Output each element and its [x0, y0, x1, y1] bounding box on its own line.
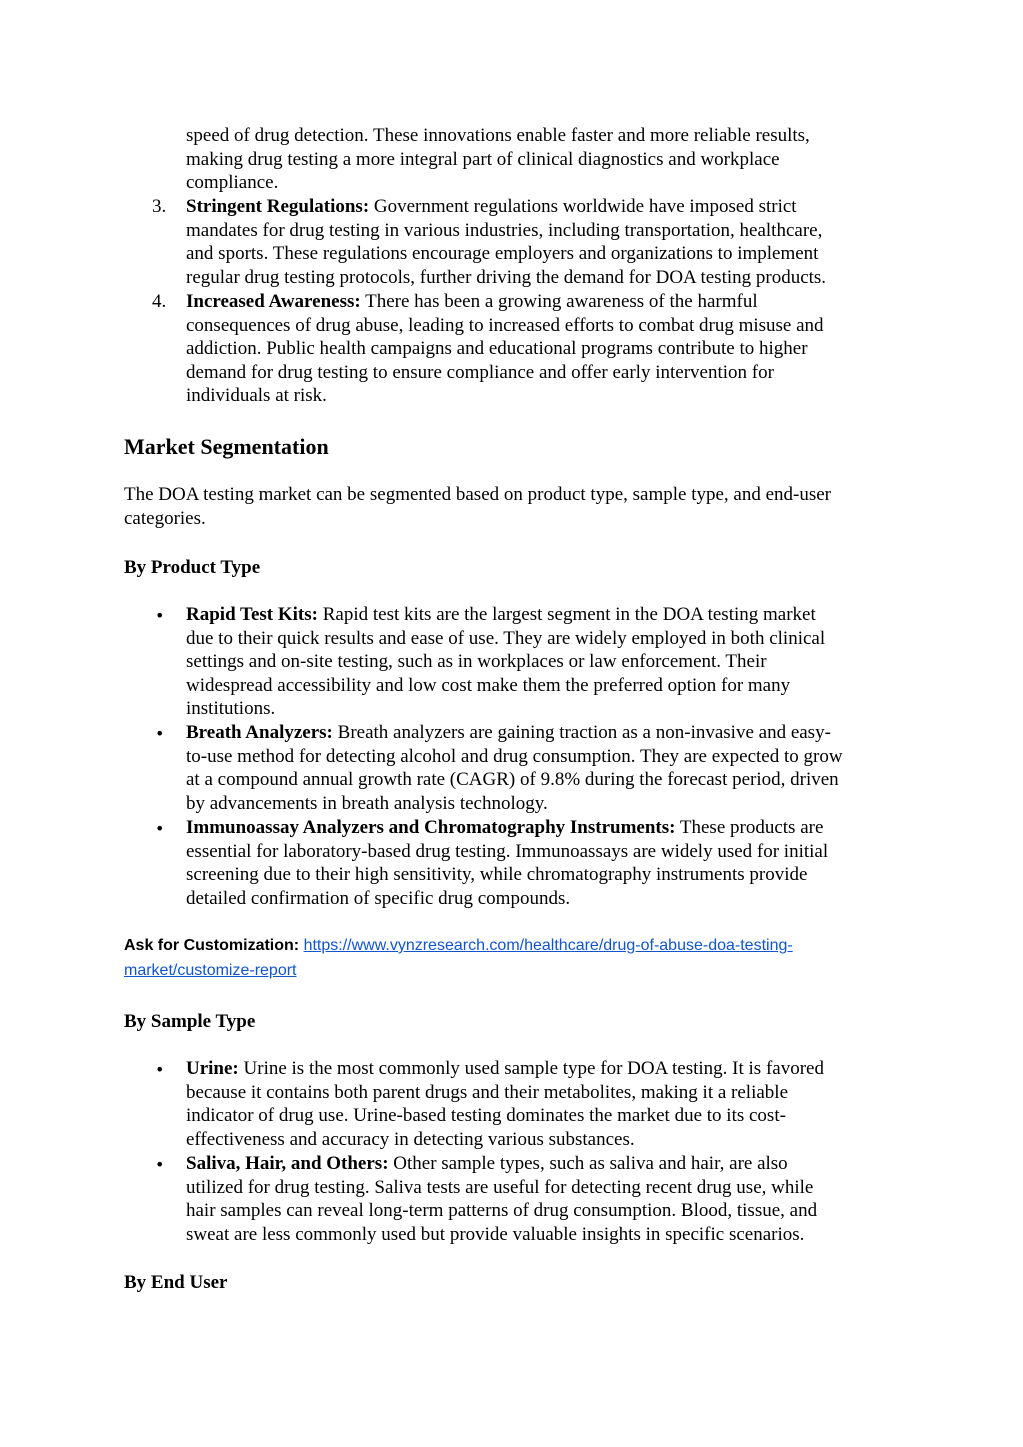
text-line: at a compound annual growth rate (CAGR) of 9.8% during the forecast period, driven [186, 769, 839, 791]
text-line: individuals at risk. [186, 385, 327, 407]
customization-line [124, 933, 904, 983]
text-line: to-use method for detecting alcohol and drug consumption. They are expected to grow [186, 745, 843, 767]
text-line: making drug testing a more integral part of clinical diagnostics and workplace [186, 148, 780, 170]
text-line: The DOA testing market can be segmented based on product type, sample type, and end-user [124, 484, 832, 505]
text-line: because it contains both parent drugs and their metabolites, making it a reliable [186, 1081, 789, 1103]
list-item-stringent-regulations [186, 195, 904, 289]
heading: By Sample Type [124, 1011, 256, 1032]
list-item-immunoassay-analyzers [186, 816, 904, 910]
subheading-product-type [124, 556, 904, 579]
item-text: These products are [675, 817, 824, 838]
list-number: 3. [152, 196, 167, 217]
text-line: compliance. [186, 172, 279, 194]
customization-link[interactable]: https://www.vynzresearch.com/healthcare/drug-of-abuse-doa-testing- [303, 937, 793, 954]
subheading-sample-type [124, 1010, 904, 1033]
text-line: regular drug testing protocols, further driving the demand for DOA testing products. [186, 266, 827, 288]
bullet-icon: • [155, 606, 165, 625]
item-title: Rapid Test Kits: [186, 604, 318, 625]
text-line: addiction. Public health campaigns and educational programs contribute to higher [186, 338, 808, 360]
text-line: effectiveness and accuracy in detecting various substances. [186, 1128, 635, 1150]
text-line: hair samples can reveal long-term patterns of drug consumption. Blood, tissue, and [186, 1200, 818, 1222]
text-line: consequences of drug abuse, leading to increased efforts to combat drug misuse and [186, 314, 824, 336]
list-item-breath-analyzers [186, 721, 904, 815]
text-line: mandates for drug testing in various industries, including transportation, healthcare, [186, 219, 823, 241]
text-line: by advancements in breath analysis technology. [186, 792, 548, 814]
heading: Market Segmentation [124, 434, 329, 459]
bullet-icon: • [155, 724, 165, 743]
customization-link-continued[interactable]: market/customize-report [124, 962, 297, 979]
text-line: institutions. [186, 698, 276, 720]
bullet-icon: • [155, 1060, 165, 1079]
list-number: 4. [152, 291, 167, 312]
item-text: Other sample types, such as saliva and hair, are also [388, 1153, 788, 1174]
text-line: categories. [124, 507, 206, 529]
text-line: screening due to their high sensitivity, while chromatography instruments provide [186, 864, 808, 886]
text-line: essential for laboratory-based drug testing. Immunoassays are widely used for initial [186, 840, 829, 862]
item-text: Government regulations worldwide have imposed strict [369, 196, 797, 217]
list-item-increased-awareness [186, 290, 904, 408]
subheading-end-user [124, 1271, 904, 1294]
text-line: utilized for drug testing. Saliva tests are useful for detecting recent drug use, while [186, 1176, 814, 1198]
text-line: detailed confirmation of specific drug compounds. [186, 887, 571, 909]
text-line: speed of drug detection. These innovations enable faster and more reliable results, [186, 125, 810, 146]
item-text: Rapid test kits are the largest segment in the DOA testing market [317, 604, 816, 625]
segmentation-intro [124, 483, 904, 530]
item-title: Breath Analyzers: [186, 722, 333, 743]
text-line: demand for drug testing to ensure compliance and offer early intervention for [186, 361, 774, 383]
text-line: widespread accessibility and low cost make them the preferred option for many [186, 674, 791, 696]
section-heading-market-segmentation [124, 434, 904, 460]
heading: By Product Type [124, 557, 261, 578]
heading: By End User [124, 1272, 228, 1293]
text-line: due to their quick results and ease of use. They are widely employed in both clinical [186, 627, 826, 649]
bullet-icon: • [155, 1155, 165, 1174]
customization-label: Ask for Customization: [124, 937, 300, 954]
list-item-rapid-test-kits [186, 603, 904, 721]
list-item-urine [186, 1057, 904, 1151]
text-line: settings and on-site testing, such as in workplaces or law enforcement. Their [186, 651, 767, 673]
item-title: Urine: [186, 1058, 239, 1079]
item-title: Immunoassay Analyzers and Chromatography Instruments: [186, 817, 676, 838]
item-text: Breath analyzers are gaining traction as a non-invasive and easy- [332, 722, 831, 743]
text-line: sweat are less commonly used but provide valuable insights in specific scenarios. [186, 1223, 805, 1245]
item-title: Increased Awareness: [186, 291, 361, 312]
item-title: Saliva, Hair, and Others: [186, 1153, 389, 1174]
item-text: There has been a growing awareness of the harmful [360, 291, 758, 312]
item-text: Urine is the most commonly used sample type for DOA testing. It is favored [238, 1058, 824, 1079]
list-item-saliva-hair-others [186, 1152, 904, 1246]
continuation-paragraph [186, 124, 904, 195]
text-line: and sports. These regulations encourage employers and organizations to implement [186, 243, 819, 265]
text-line: indicator of drug use. Urine-based testing dominates the market due to its cost- [186, 1105, 786, 1127]
item-title: Stringent Regulations: [186, 196, 370, 217]
bullet-icon: • [155, 819, 165, 838]
